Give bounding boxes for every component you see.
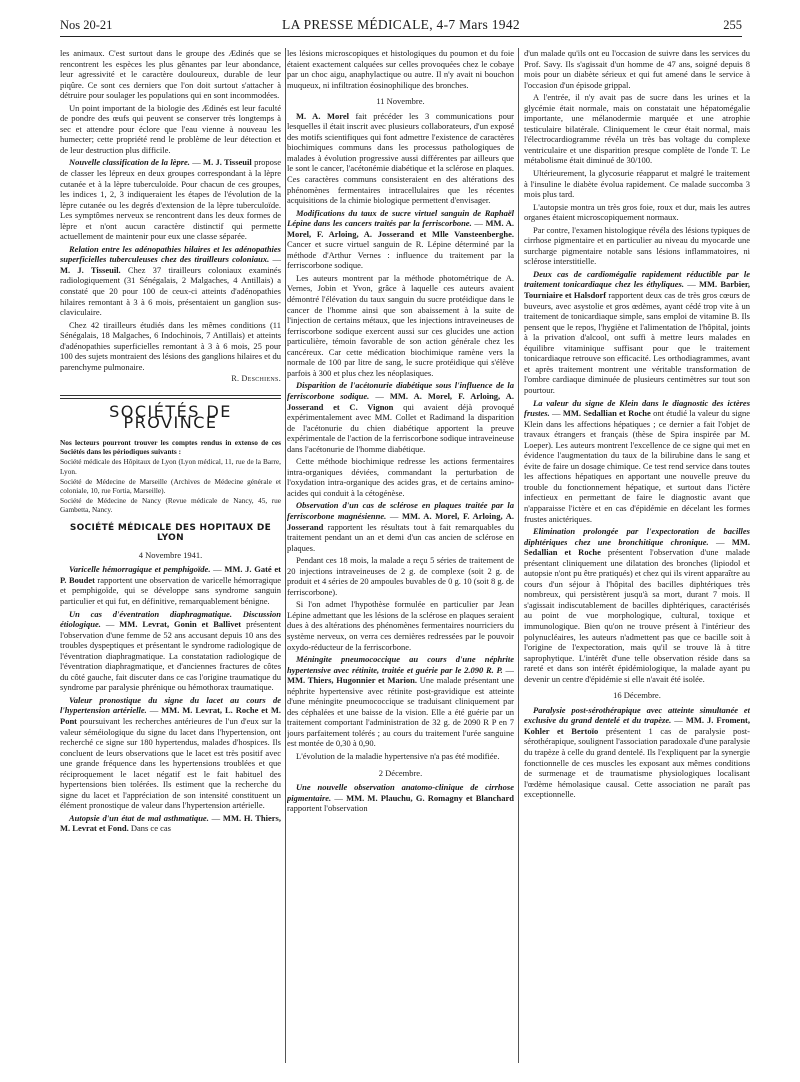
paragraph: Les auteurs montrent par la méthode photométrique de A. Vernes, Jobin et Yvon, grâce à laquelle ces auteurs avaient démontré l'élévation du taux sanguin du sucre protéidique dans le cancer de l'homme ainsi que son abaissement à la suite de l'injection de certains métaux, que les injections intraveineuses de ferriscorbone sodique exercent aussi sur ces glucides une action particulière, témoin favorable de son action générale chez les cancéreux. Car cette médication biochimique ramène vers la normale de 100 par litre de sang, le sucre protéidique qui s'élève parfois à 300 et plus chez les néoplasiques. bbox=[287, 272, 514, 378]
article-title: Un cas d'éventration diaphragmatique. Discussion étiologique. bbox=[60, 608, 281, 630]
column-2 bbox=[287, 48, 514, 1063]
article-title: Valeur pronostique du signe du lacet au cours de l'hypertension artérielle. bbox=[60, 694, 281, 716]
society-item: Société de Médecine de Marseille (Archives de Médecine générale et coloniale, 10, rue Fortia, Marseille). bbox=[60, 476, 281, 496]
article-title: Elimination prolongée par l'expectoration de bacilles diphtériques chez une bronchitique chronique. bbox=[524, 526, 750, 547]
paragraph: les lésions microscopiques et histologiques du poumon et du foie étaient exactement calquées sur celles provoquées chez le cobaye par un choc aigu, anaphylactique ou autre. Il n'y avait ni bouchon muqueux, ni infiltration éosinophilique des bronches. bbox=[287, 48, 514, 90]
paragraph: Cette méthode biochimique redresse les actions fermentaires intra-organiques déviées, commandant la perturbation de l'oxydation intra-organique des acides gras, et de certains amino-acides qui conduit à la cétogénèse. bbox=[287, 456, 514, 498]
session-date: 4 Novembre 1941. bbox=[138, 549, 203, 560]
article: Méningite pneumococcique au cours d'une néphrite hypertensive avec rétinite, traitée et guérie par le 2.090 R. P. — MM. Thiers, Hugonnier et Marion. Une malade présentant une néphrite hypertensive avec rétinite post-gravidique est atteinte d'une méningite pneumococcique se traduisant cliniquement par des céphalées et une baisse de la vision. Elle a été guérie par un traitement comportant l'administration de 32 g. de 2090 R P en 7 jours parfaitement tolérés ; au cours du traitement l'urée sanguine est montée de 0,30 à 0,90. bbox=[287, 654, 514, 749]
paragraph: L'évolution de la maladie hypertensive n'a pas été modifiée. bbox=[296, 751, 500, 761]
society-intro: Nos lecteurs pourront trouver les comptes rendus in extenso de ces Sociétés dans les périodiques suivants : bbox=[60, 438, 281, 457]
article-body: Cancer et sucre virtuel sanguin de R. Lépine déterminé par la méthode d'Arthur Vernes : influence du traitement par la ferriscorbone sodique. bbox=[287, 239, 514, 271]
article-columns bbox=[60, 48, 750, 1063]
society-item: Société médicale des Hôpitaux de Lyon (Lyon médical, 11, rue de la Barre, Lyon. bbox=[60, 457, 281, 476]
page-number: 255 bbox=[723, 18, 742, 32]
paragraph: Un point important de la biologie des Ædinés est leur faculté de pondre des œufs qui peuvent se conserver très longtemps à sec et attendre pour éclore que l'eau vienne à nouveau les humecter; cette propriété rend le problème de leur détection et de leur destruction plus difficile. bbox=[60, 102, 281, 155]
society-item: Société de Médecine de Nancy (Revue médicale de Nancy, 45, rue Gambetta, Nancy. bbox=[60, 496, 281, 515]
article-body: présentent l'observation d'une malade présentant cliniquement une dilatation des bronches (lipiodol et autopsie n'ont pu être pratiqués) et chez qui ils virent apparaître au cours d'un séjour à l'hôpital des bacilles diphtériques très nombreux, qui persistèrent jusqu'à sa mort, durant 7 mois. Il s'agissait indiscutablement de bacilles diphtériques, caractérisés au point de vue morphologique, cultural, toxique et immunologique. Bien qu'on ne trouve présent à l'intérieur des polynucléaires, les auteurs n'admettent pas que ce bacille soit à l'origine de l'expectoration, mais qu'il se trouve là à titre saprophytique. L'intérêt d'une telle observation réside dans sa rareté et dans son intérêt épidémiologique, la malade ayant pu devenir un centre d'épidémie si elle n'avait été isolée. bbox=[524, 547, 750, 684]
section-rule bbox=[60, 395, 281, 396]
session-date: 2 Décembre. bbox=[378, 767, 423, 778]
article-body: présentent l'observation d'une femme de 52 ans accusant depuis 10 ans des troubles dyspeptiques et présentant le syndrome radiologique de l'éventration diaphragmatique. La constatation radiologique de l'éventration diaphragmatique, et d'anciennes fractures de côtes du côté gauche, fait discuter dans ce cas l'origine traumatique du syndrome par paralysie phrénique ou hémothorax traumatique. bbox=[60, 619, 281, 693]
issue-number: Nos 20-21 bbox=[60, 18, 113, 32]
article: Deux cas de cardiomégalie rapidement réductible par le traitement tonicardiaque chez les éthyliques. — MM. Barbier, Tourniaire et Halsdorf rapportent deux cas de très gros cœurs de buveurs, avec asystolie et gros œdèmes, ayant cédé trop vite à un traitement de tonicardiaque simple, sans emploi de vitamine B. Ils pensent que le repos, l'hygiène et l'alimentation de l'hôpital, joints à la privation d'alcool, ont suffi à mettre leurs malades en équilibre vitaminique suffisant pour que le traitement tonicardiaque retrouve son efficacité. Les orthodiagrammes, avant et après traitement montrent une véritable transformation de l'ombre cardiaque diminuée de plusieurs centimètres sur tout son pourtour. bbox=[524, 268, 750, 395]
article-title: Modifications du taux de sucre virtuel sanguin de Raphaël Lépine dans les cancers traités par la ferriscorbone. bbox=[287, 207, 514, 229]
article: Elimination prolongée par l'expectoration de bacilles diphtériques chez une bronchitique chronique. — MM. Sedallian et Roche présentent l'observation d'une malade présentant cliniquement une dilatation des bronches (lipiodol et autopsie n'ont pu être pratiqués) et chez qui ils virent apparaître au cours d'un séjour à l'hôpital des bacilles diphtériques très nombreux, qui persistèrent jusqu'à sa mort, durant 7 mois. Il s'agissait indiscutablement de bacilles diphtériques, caractérisés au point de vue morphologique, cultural, toxique et immunologique. Bien qu'on ne trouve présent à l'intérieur des polynucléaires, les auteurs n'admettent pas que ce bacille soit à l'origine de l'expectoration, mais qu'il se trouve là à titre saprophytique. L'intérêt d'une telle observation réside dans sa rareté et dans son intérêt épidémiologique, la malade ayant pu devenir un centre d'épidémie si elle n'avait été isolée. bbox=[524, 526, 750, 684]
article-author: MM. A. Morel, F. Arloing, A. Josserand et Mlle Vansteenberghe. bbox=[287, 218, 514, 239]
paragraph: d'un malade qu'ils ont eu l'occasion de suivre dans les services du Prof. Savy. Ils s'agissait d'un homme de 47 ans, soigné depuis 8 mois pour un diabète sérieux et qui fut amené dans le service à l'occasion d'un épisode grippal. bbox=[524, 48, 750, 90]
paragraph: Pendant ces 18 mois, la malade a reçu 5 séries de traitement de 20 injections intraveineuses de 2 g. de complexe (soit 2 g. de produit et 4 séries de 20 ampoules buvables de 0 g. 10 (soit 8 g. de ferriscorbone). bbox=[287, 555, 514, 597]
article-title: Relation entre les adénopathies hilaires et les adénopathies superficielles tuberculeuses chez des tirailleurs coloniaux. bbox=[60, 243, 281, 265]
article: Relation entre les adénopathies hilaires et les adénopathies superficielles tuberculeuses chez des tirailleurs coloniaux. — M. J. Tisseuil. Chez 37 tirailleurs coloniaux examinés radiologiquement (31 Sénégalais, 2 Malgaches, 4 Antillais) a constaté que 20 pour 100 de ceux-ci atteints d'adénopathies hilaires remontant à 3 à 6 mois, présentaient un ganglion sus-claviculaire. bbox=[60, 243, 281, 318]
article-body: rapportent une observation de varicelle hémorragique et pemphigoïde, qui se développe sans syndrome sanguin particulier et qui fut, en définitive, remarquablement bénigne. bbox=[60, 574, 281, 606]
article-title: Deux cas de cardiomégalie rapidement réductible par le traitement tonicardiaque chez les éthyliques. bbox=[524, 268, 750, 290]
article-author: MM. Sedallian et Roche bbox=[562, 408, 651, 419]
society-heading: SOCIÉTÉ MÉDICALE DES HOPITAUX DE LYON bbox=[69, 522, 272, 544]
paragraph: Si l'on admet l'hypothèse formulée en particulier par Jean Lépine admettant que les lésions de la sclérose en plaques seraient dues à des altérations des phénomènes fermentaires nourriciers du système nerveux, on verra ces dernières redressées par le pouvoir oxydo-réducteur de la ferriscorbone. bbox=[287, 599, 514, 652]
article-body: Dans ce cas bbox=[130, 823, 171, 834]
article-author: MM. J. Froment, Kohler et Bertoïo bbox=[524, 715, 750, 736]
article: Modifications du taux de sucre virtuel sanguin de Raphaël Lépine dans les cancers traités par la ferriscorbone. — MM. A. Morel, F. Arloing, A. Josserand et Mlle Vansteenberghe. Cancer et sucre virtuel sanguin de R. Lépine déterminé par la méthode d'Arthur Vernes : influence du traitement par la ferriscorbone sodique. bbox=[287, 207, 514, 271]
session-date: 11 Novembre. bbox=[376, 96, 425, 107]
article: Une nouvelle observation anatomo-clinique de cirrhose pigmentaire. — MM. M. Plauchu, G. Romagny et Blanchard rapportent l'observation bbox=[287, 782, 514, 814]
article-author: MM. M. Levrat, L. Roche et M. Pont bbox=[60, 705, 281, 726]
article-body: fait précéder les 3 communications pour lesquelles il était inscrit avec plusieurs collaborateurs, d'un exposé des motifs scientifiques qui font admettre l'existence de caractères biochimiques communs dans les processus pathologiques de malades à évolution progressive aussi différentes par ailleurs que le sont le cancer, l'acétonémie diabétique et la sclérose en plaques. Ces caractères communs consisteraient en des altérations des phénomènes fermentaires intracellulaires que les récentes acquisitions de la chimie biologique permettent d'envisager. bbox=[287, 110, 514, 206]
article-body: rapportent les résultats tout à fait remarquables du traitement pendant un an et demi d'un cas ancien de sclérose en plaques. bbox=[287, 521, 514, 553]
article-title: Une nouvelle observation anatomo-clinique de cirrhose pigmentaire. bbox=[287, 782, 514, 803]
article-author: MM. Levrat, Gonin et Ballivet bbox=[119, 619, 242, 630]
signature: R. Deschiens. bbox=[231, 374, 281, 384]
session-date: 16 Décembre. bbox=[613, 690, 661, 701]
article-body: ont étudié la valeur du signe Klein dans les affections hépatiques ; ce dernier a fait l'objet de travaux étrangers et français (thèse de Spira inspirée par M. Loeper). Les auteurs montrent l'excellence de ce signe qui met en évidence l'augmentation du taux de la bilirubine dans le sang et évite de faire un dosage chimique. Ce test rend service dans toutes les affections hépatiques en apportant une nouvelle preuve du trouble du fonctionnement hépatique, et surtout dans l'ictère infectieux en permettant de faire le diagnostic avant que n'apparaisse l'ictère et en cas d'épidémie en décelant les formes frustes anictériques. bbox=[524, 408, 750, 524]
article: Paralysie post-sérothérapique avec atteinte simultanée et exclusive du grand dentelé et du trapèze. — MM. J. Froment, Kohler et Bertoïo présentent 1 cas de paralysie post-sérothérapique, soulignent l'association paradoxale d'une paralysie du trapèze à celle du grand dentelé. Ils l'expliquent par la synergie fonctionnelle de ces muscles les exposant aux mêmes conditions de surmenage et de traumatisme physiologiques localisant l'œdème hémolasique causal. Cette association ne paraît pas exceptionnelle. bbox=[524, 704, 750, 800]
article-body: qui avaient déjà provoqué expérimentalement avec MM. Collet et Radimand la disparition de l'acétonurie du chien diabétique apportent la preuve expérimentale de l'action de la ferriscorbone sodique intraveineuse dans l'acétonurie de l'homme diabétique. bbox=[287, 401, 514, 454]
article-title: Nouvelle classification de la lèpre. bbox=[69, 157, 190, 168]
article-title: La valeur du signe de Klein dans le diagnostic des ictères frustes. bbox=[524, 397, 750, 419]
column-1 bbox=[60, 48, 281, 1063]
article-body: rapportent l'observation bbox=[287, 803, 368, 814]
journal-title: LA PRESSE MÉDICALE, 4-7 Mars 1942 bbox=[282, 17, 520, 32]
article-title: Varicelle hémorragique et pemphigoïde. bbox=[69, 564, 211, 575]
article-body: rapportent deux cas de très gros cœurs de buveurs, avec asystolie et gros œdèmes, ayant cédé trop vite à un traitement de tonicardiaque simple, sans emploi de vitamine B. Ils pensent que le repos, l'hygiène et l'alimentation de l'hôpital, joints à la privation d'alcool, ont suffi à mettre leurs malades en équilibre vitaminique suffisant pour que le traitement tonicardiaque retrouve son efficacité. Les orthodiagrammes, avant et après traitement montrent une véritable transformation de l'ombre cardiaque diminuée de plusieurs centimètres sur tout son pourtour. bbox=[524, 290, 750, 395]
paragraph: A l'entrée, il n'y avait pas de sucre dans les urines et la glycémie était normale, mais on constatait une hépatomégalie importante, une mélanodermie marquée et une atrophie testiculaire bilatérale. Cliniquement le cœur était normal, mais l'électrocardiogramme révéla un très bas voltage du complexe ventriculaire et une disparition presque complète de l'onde T. Le métabolisme était diminué de 30/100. bbox=[524, 92, 750, 166]
paragraph: Par contre, l'examen histologique révéla des lésions typiques de cirrhose pigmentaire et en particulier au niveau du myocarde une surcharge pigmentaire notable sans lésions inflammatoires, ni sclérose interstitielle. bbox=[524, 224, 750, 267]
article-body: présentent 1 cas de paralysie post-sérothérapique, soulignent l'association paradoxale d'une paralysie du trapèze à celle du grand dentelé. Ils l'expliquent par la synergie fonctionnelle de ces muscles les exposant aux mêmes conditions de surmenage et de traumatisme physiologiques localisant l'œdème hémolasique causal. Cette association ne paraît pas exceptionnelle. bbox=[524, 725, 750, 800]
article-author: M. J. Tisseuil. bbox=[60, 264, 121, 275]
article-title: Paralysie post-sérothérapique avec atteinte simultanée et exclusive du grand dentelé et du trapèze. bbox=[524, 704, 750, 726]
article-title: Disparition de l'acétonurie diabétique sous l'influence de la ferriscorbone sodique. bbox=[287, 380, 514, 401]
article-body: poursuivant les recherches antérieures de l'un d'eux sur la valeur séméiologique du signe du lacet dans l'hypertension, ont recherché ce signe sur 180 hypertendus, malades d'hospices. Ils concluent de leurs observations que le lacet est très positif avec une grande fréquence dans les hypertensions troublées et que réciproquement le lacet négatif est le fait habituel des hypertensions bien tolérées. Ils estiment que la recherche du signe du lacet et l'appréciation de son intensité constituent un élément pronostique de valeur dans l'hypertension artérielle. bbox=[60, 715, 281, 811]
article-author: MM. H. Thiers, M. Levrat et Fond. bbox=[60, 812, 281, 834]
paragraph: les animaux. C'est surtout dans le groupe des Ædinés que se rencontrent les espèces les plus gênantes par leur abondance, leur agressivité et le caractère douloureux, durable de leur piqûre. Ce sont ces derniers que l'on doit surtout s'attacher à détruire pour soulager les populations qui en sont incommodées. bbox=[60, 48, 281, 101]
article-author: M. J. Tisseuil bbox=[203, 157, 252, 168]
article: Disparition de l'acétonurie diabétique sous l'influence de la ferriscorbone sodique. — MM. A. Morel, F. Arloing, A. Josserand et C. Vignon qui avaient déjà provoqué expérimentalement avec MM. Collet et Radimand la disparition de l'acétonurie du chien diabétique apportent la preuve expérimentale de l'action de la ferriscorbone sodique intraveineuse dans l'acétonurie de l'homme diabétique. bbox=[287, 380, 514, 454]
paragraph: Chez 42 tirailleurs étudiés dans les mêmes conditions (11 Sénégalais, 18 Malgaches, 6 Indochinois, 7 Antillais) et atteints d'adénopathies superficielles remontant à 3 à 6 mois, 25 pour 100 des sujets montraient des lésions des ganglions hilaires et du parenchyme pulmonaire. bbox=[60, 319, 281, 372]
section-rule bbox=[60, 398, 281, 399]
section-title: SOCIÉTÉS DE PROVINCE bbox=[109, 401, 232, 432]
article-title: Observation d'un cas de sclérose en plaques traitée par la ferriscorbone magnésienne. bbox=[287, 500, 514, 521]
article-body: Chez 37 tirailleurs coloniaux examinés radiologiquement (31 Sénégalais, 2 Malgaches, 4 Antillais) a constaté que 20 pour 100 de ceux-ci atteints d'adénopathies hilaires remontant à 3 à 6 mois, présentaient un ganglion sus-claviculaire. bbox=[60, 264, 281, 318]
article-author: MM. Sedallian et Roche bbox=[524, 536, 750, 558]
article-title: Méningite pneumococcique au cours d'une néphrite hypertensive avec rétinite, traitée et guérie par le 2.090 R. P. bbox=[287, 654, 514, 675]
article: Varicelle hémorragique et pemphigoïde. — MM. J. Gaté et P. Boudet rapportent une observation de varicelle hémorragique et pemphigoïde, qui se développe sans syndrome sanguin particulier et qui fut, en définitive, remarquablement bénigne. bbox=[60, 564, 281, 606]
article: Valeur pronostique du signe du lacet au cours de l'hypertension artérielle. — MM. M. Levrat, L. Roche et M. Pont poursuivant les recherches antérieures de l'un d'eux sur la valeur séméiologique du signe du lacet dans l'hypertension, ont recherché ce signe sur 180 hypertendus, malades d'hospices. Ils concluent de leurs observations que le lacet est très positif avec une grande fréquence dans les hypertensions troublées et que réciproquement le lacet négatif est le fait habituel des hypertensions bien tolérées. Ils estiment que la recherche du signe du lacet et l'appréciation de son intensité constituent un élément pronostique de valeur dans l'hypertension artérielle. bbox=[60, 694, 281, 811]
article-author: M. A. Morel bbox=[296, 110, 349, 121]
article-title: Autopsie d'un état de mal asthmatique. bbox=[69, 812, 209, 823]
article: Autopsie d'un état de mal asthmatique. — MM. H. Thiers, M. Levrat et Fond. Dans ce cas bbox=[60, 812, 281, 834]
article-author: MM. M. Plauchu, G. Romagny et Blanchard bbox=[346, 792, 514, 803]
article-author: MM. J. Gaté et P. Boudet bbox=[60, 564, 281, 585]
article-author: MM. Thiers, Hugonnier et Marion. bbox=[287, 675, 417, 686]
article-body: propose de classer les lépreux en deux groupes correspondant à la lèpre cutanée et à la lèpre tuberculoïde. Pour chacun de ces groupes, les indices 1, 2, 3 indiqueraient les étapes de l'évolution de la lèpre cutanée ou les degrés d'extension de la lèpre tuberculoïde. Les symptômes nerveux se rencontrent dans les deux formes de lèpre et n'ont aucun caractère distinctif qui permette actuellement de maintenir pour eux une classe séparée. bbox=[60, 157, 281, 242]
article-author: MM. A. Morel, F. Arloing, A. Josserand et C. Vignon bbox=[287, 390, 514, 412]
page-header bbox=[60, 15, 742, 37]
article-author: MM. Barbier, Tourniaire et Halsdorf bbox=[524, 279, 750, 301]
article: Observation d'un cas de sclérose en plaques traitée par la ferriscorbone magnésienne. — MM. A. Morel, F. Arloing, A. Josserand rapportent les résultats tout à fait remarquables du traitement pendant un an et demi d'un cas ancien de sclérose en plaques. bbox=[287, 500, 514, 553]
article-body: Une malade présentant une néphrite hypertensive avec rétinite post-gravidique est atteinte d'une méningite pneumococcique se traduisant cliniquement par des céphalées et une baisse de la vision. Elle a été guérie par un traitement comportant l'administration de 32 g. de 2090 R P en 7 jours parfaitement tolérés ; au cours du traitement l'urée sanguine est montée de 0,30 à 0,90. bbox=[287, 675, 514, 749]
article: Nouvelle classification de la lèpre. — M. J. Tisseuil propose de classer les lépreux en deux groupes correspondant à la lèpre cutanée et à la lèpre tuberculoïde. Pour chacun de ces groupes, les indices 1, 2, 3 indiqueraient les étapes de l'évolution de la lèpre cutanée ou les degrés d'extension de la lèpre tuberculoïde. Les symptômes nerveux se rencontrent dans les deux formes de lèpre et n'ont aucun caractère distinctif qui permette actuellement de maintenir pour eux une classe séparée. bbox=[60, 157, 281, 242]
article: Un cas d'éventration diaphragmatique. Discussion étiologique. — MM. Levrat, Gonin et Ballivet présentent l'observation d'une femme de 52 ans accusant depuis 10 ans des troubles dyspeptiques et présentant le syndrome radiologique de l'éventration diaphragmatique. La constatation radiologique de l'éventration diaphragmatique, et d'anciennes fractures de côtes du côté gauche, fait discuter dans ce cas l'origine traumatique du syndrome par paralysie phrénique ou hémothorax traumatique. bbox=[60, 608, 281, 693]
article bbox=[287, 111, 514, 206]
article-author: MM. A. Morel, F. Arloing, A. Josserand bbox=[287, 510, 514, 532]
article: La valeur du signe de Klein dans le diagnostic des ictères frustes. — MM. Sedallian et Roche ont étudié la valeur du signe Klein dans les affections hépatiques ; ce dernier a fait l'objet de travaux étrangers et français (thèse de Spira inspirée par M. Loeper). Les auteurs montrent l'excellence de ce signe qui met en évidence l'augmentation du taux de la bilirubine dans le sang et évite de faire un dosage chimique. Ce test rend service dans toutes les affections hépatiques en apportant une nouvelle preuve du trouble du fonctionnement hépatique, et surtout dans l'ictère infectieux en permettant de faire le diagnostic avant que n'apparaisse l'ictère et en cas d'épidémie en décelant les formes frustes anictériques. bbox=[524, 397, 750, 524]
paragraph: L'autopsie montra un très gros foie, roux et dur, mais les autres organes étaient microscopiquement normaux. bbox=[524, 201, 750, 223]
paragraph: Ultérieurement, la glycosurie réapparut et malgré le traitement à l'insuline le diabète évolua rapidement. Ce malade succomba 3 mois plus tard. bbox=[524, 168, 750, 200]
column-3 bbox=[524, 48, 750, 1063]
society-list bbox=[60, 438, 281, 515]
